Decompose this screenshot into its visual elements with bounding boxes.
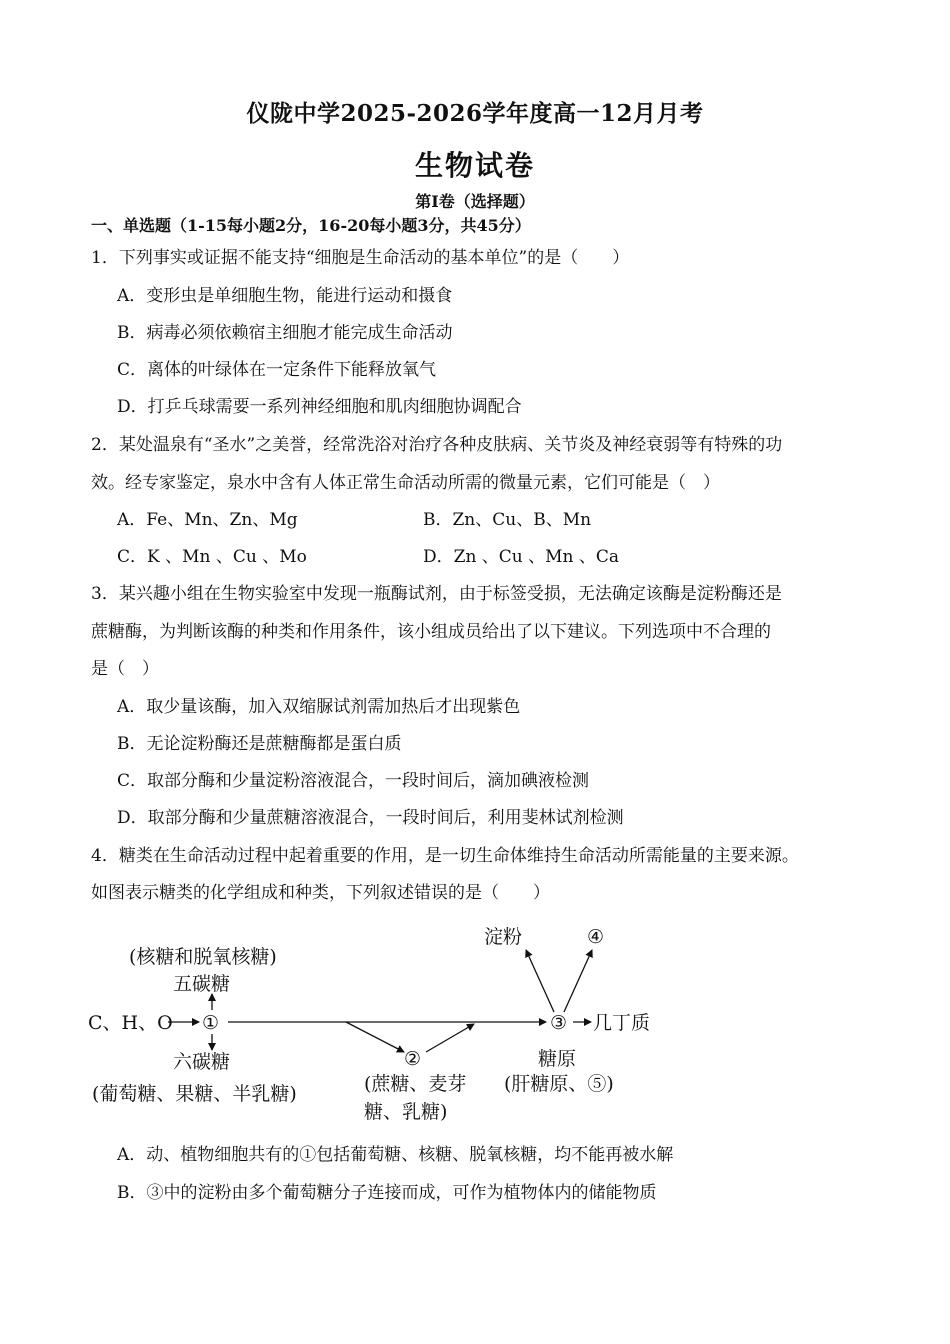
question-3-option-d: D．取部分酶和少量蔗糖溶液混合，一段时间后，利用斐林试剂检测 xyxy=(117,808,624,828)
volume-title: 第Ⅰ卷（选择题） xyxy=(415,192,535,211)
question-1-stem: 1．下列事实或证据不能支持“细胞是生命活动的基本单位”的是（ ） xyxy=(91,248,630,268)
question-2-option-a: A．Fe、Mn、Zn、Mg xyxy=(117,510,298,530)
arrow-node3-to-node4 xyxy=(564,950,592,1012)
arrow-node2-to-node3 xyxy=(426,1024,474,1052)
diagram-node-3: ③ xyxy=(550,1012,568,1034)
question-3-stem-line2: 蔗糖酶，为判断该酶的种类和作用条件，该小组成员给出了以下建议。下列选项中不合理的 xyxy=(91,622,771,642)
diagram-chitin: 几丁质 xyxy=(593,1012,651,1034)
question-2-stem-line2: 效。经专家鉴定，泉水中含有人体正常生命活动所需的微量元素，它们可能是（ ） xyxy=(91,473,720,493)
question-3-option-a: A．取少量该酶，加入双缩脲试剂需加热后才出现紫色 xyxy=(117,697,521,717)
question-3-stem-line1: 3．某兴趣小组在生物实验室中发现一瓶酶试剂，由于标签受损，无法确定该酶是淀粉酶还是 xyxy=(91,584,782,604)
diagram-hexose-note: (葡萄糖、果糖、半乳糖) xyxy=(92,1083,297,1105)
section-heading: 一、单选题（1-15每小题2分，16-20每小题3分，共45分） xyxy=(91,216,531,235)
question-2-option-d: D．Zn 、Cu 、Mn 、Ca xyxy=(423,547,620,567)
sugar-classification-diagram xyxy=(88,918,678,1138)
arrow-node3-to-starch xyxy=(526,950,554,1012)
question-3-option-c: C．取部分酶和少量淀粉溶液混合，一段时间后，滴加碘液检测 xyxy=(117,771,590,791)
question-4-option-a: A．动、植物细胞共有的①包括葡萄糖、核糖、脱氧核糖，均不能再被水解 xyxy=(117,1145,674,1165)
question-2-option-c: C．K 、Mn 、Cu 、Mo xyxy=(117,547,307,567)
diagram-node-2-note-line1: (蔗糖、麦芽 xyxy=(364,1073,467,1095)
diagram-pentose: 五碳糖 xyxy=(173,973,231,995)
arrow-node1-to-node2 xyxy=(346,1022,404,1052)
question-4-option-b: B．③中的淀粉由多个葡萄糖分子连接而成，可作为植物体内的储能物质 xyxy=(117,1183,657,1203)
diagram-node-4: ④ xyxy=(587,926,605,948)
question-1-option-d: D．打乒乓球需要一系列神经细胞和肌肉细胞协调配合 xyxy=(117,397,522,417)
diagram-node-2: ② xyxy=(404,1048,422,1070)
question-4-stem-line1: 4．糖类在生命活动过程中起着重要的作用，是一切生命体维持生命活动所需能量的主要来源。 xyxy=(91,846,799,866)
school-title: 仪陇中学2025-2026学年度高一12月月考 xyxy=(246,100,704,127)
question-2-stem-line1: 2．某处温泉有“圣水”之美誉，经常洗浴对治疗各种皮肤病、关节炎及神经衰弱等有特殊的功 xyxy=(91,435,783,455)
question-3-stem-line3: 是（ ） xyxy=(91,659,159,679)
diagram-glycogen-note: (肝糖原、⑤) xyxy=(504,1073,614,1095)
diagram-hexose: 六碳糖 xyxy=(173,1051,231,1073)
question-4-stem-line2: 如图表示糖类的化学组成和种类，下列叙述错误的是（ ） xyxy=(91,883,550,903)
diagram-source: C、H、O xyxy=(88,1012,173,1034)
subject-title: 生物试卷 xyxy=(414,149,535,182)
question-1-option-b: B．病毒必须依赖宿主细胞才能完成生命活动 xyxy=(117,323,453,343)
diagram-glycogen: 糖原 xyxy=(538,1048,577,1070)
question-1-option-c: C．离体的叶绿体在一定条件下能释放氧气 xyxy=(117,360,437,380)
question-3-option-b: B．无论淀粉酶还是蔗糖酶都是蛋白质 xyxy=(117,734,402,754)
diagram-node-1: ① xyxy=(202,1012,220,1034)
diagram-pentose-note: (核糖和脱氧核糖) xyxy=(129,946,277,968)
question-1-option-a: A．变形虫是单细胞生物，能进行运动和摄食 xyxy=(117,286,453,306)
diagram-node-2-note-line2: 糖、乳糖) xyxy=(364,1101,448,1123)
question-2-option-b: B．Zn、Cu、B、Mn xyxy=(423,510,592,530)
diagram-starch: 淀粉 xyxy=(484,926,523,948)
